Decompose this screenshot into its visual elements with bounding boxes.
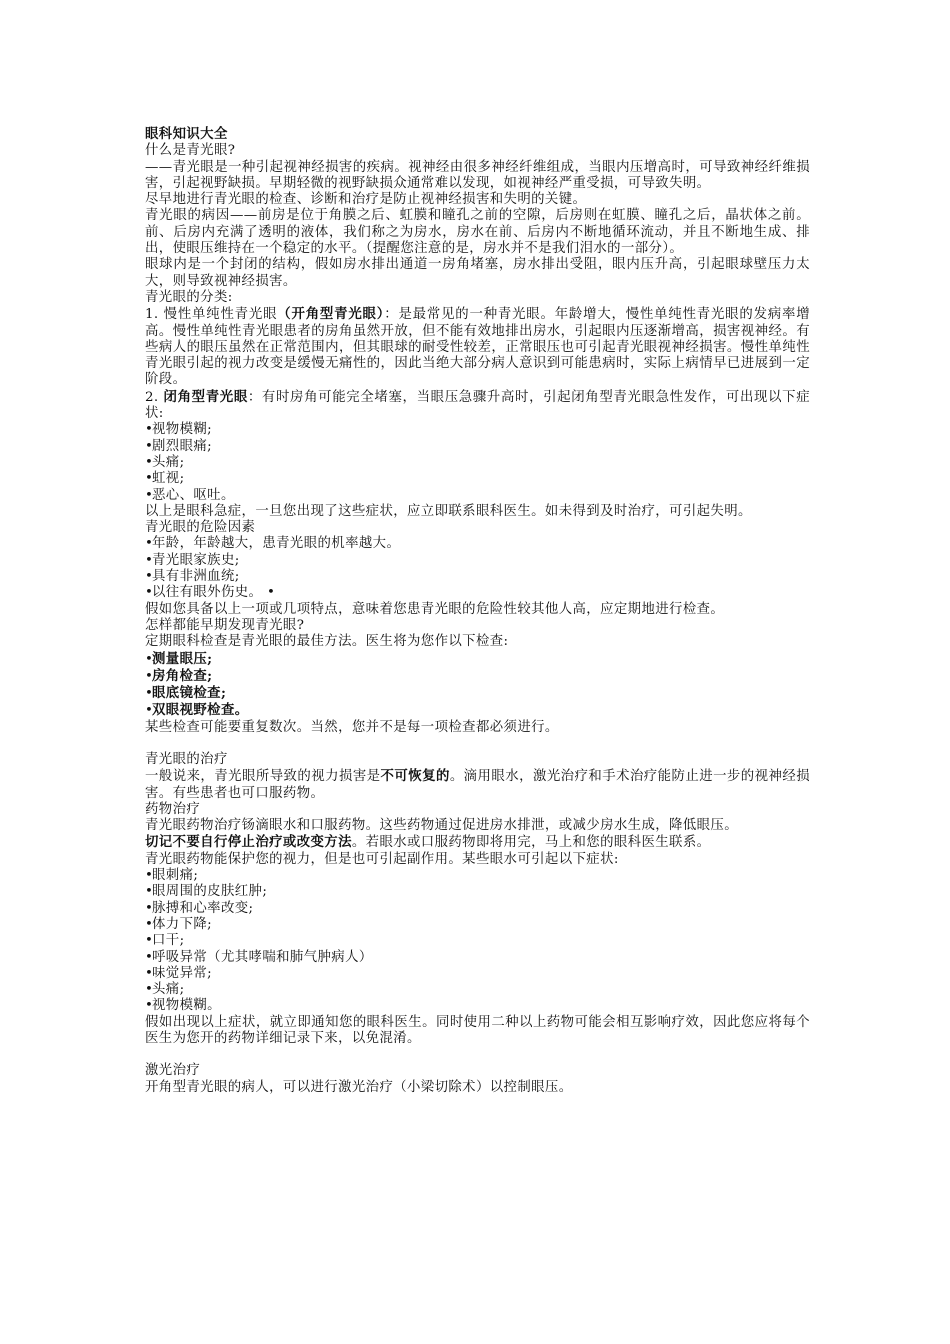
list-item: • 眼刺痛;	[145, 868, 810, 884]
paragraph-side-effects-intro: 青光眼药物能保护您的视力，但是也可引起副作用。某些眼水可引起以下症状:	[145, 851, 619, 867]
list-item: • 具有非洲血统;	[145, 569, 810, 585]
paragraph-treatment: 一般说来，青光眼所导致的视力损害是不可恢复的。滴用眼水，激光治疗和手术治疗能防止进一步的视神经损害。有些患者也可口服药物。	[145, 768, 810, 801]
list-item: • 青光眼家族史;	[145, 553, 810, 569]
paragraph-class-open-angle: 1. 慢性单纯性青光眼（开角型青光眼）：是最常见的一种青光眼。年龄增大，慢性单纯性青光眼的发病率增高。慢性单纯性青光眼患者的房角虽然开放，但不能有效地排出房水，引起眼内压逐渐增高，损害视神经。有些病人的眼压虽然在正常范围内，但其眼球的耐受性较差，正常眼压也可引起青光眼视神经损害。慢性单纯性青光眼引起的视力改变是缓慢无痛性的，因此当绝大部分病人意识到可能患病时，实际上病情早已进展到一定阶段。	[145, 306, 811, 388]
list-item: • 头痛;	[145, 455, 810, 471]
list-item: • 呼吸异常（尤其哮喘和肺气肿病人）	[145, 950, 810, 966]
paragraph-exams-intro: 定期眼科检查是青光眼的最佳方法。医生将为您作以下检查:	[145, 634, 509, 650]
paragraph-eyeball: 眼球内是一个封闭的结构，假如房水排出通道一房角堵塞，房水排出受阻，眼内压升高，引起眼球壁压力太大，则导致视神经损害。	[145, 257, 810, 289]
paragraph-risk-advice: 假如您具备以上一项或几项特点，意味着您患青光眼的危险性较其他人高，应定期地进行检查。	[145, 601, 725, 617]
spacer	[145, 1047, 810, 1063]
list-item: • 年龄，年龄越大，患青光眼的机率越大。	[145, 536, 810, 552]
heading-drug-treatment: 药物治疗	[145, 801, 201, 817]
list-item: • 脉搏和心率改变;	[145, 901, 810, 917]
list-item: • 剧烈眼痛;	[145, 439, 810, 455]
paragraph-cause: 青光眼的病因——前房是位于角膜之后、虹膜和瞳孔之前的空隙，后房则在虹膜、瞳孔之后，晶状体之前。前、后房内充满了透明的液体，我们称之为房水，房水在前、后房内不断地循环流动，并且不断地生成、排出，使眼压维持在一个稳定的水平。（提醒您注意的是，房水并不是我们泪水的一部分）。	[145, 208, 810, 257]
heading-treatment: 青光眼的治疗	[145, 751, 228, 767]
list-item: • 恶心、呕吐。	[145, 488, 810, 504]
list-item: • 以往有眼外伤史。 •	[145, 585, 810, 601]
list-item: • 房角检查;	[145, 668, 810, 685]
paragraph-emergency: 以上是眼科急症，一旦您出现了这些症状，应立即联系眼科医生。如未得到及时治疗，可引起失明。	[145, 503, 752, 519]
list-item: • 视物模糊。	[145, 998, 810, 1014]
paragraph-drug: 青光眼药物治疗钖滴眼水和口服药物。这些药物通过促进房水排泄，或减少房水生成，降低眼压。	[145, 818, 738, 834]
paragraph-early-check: 尽早地进行青光眼的检查、诊断和治疗是防止视神经损害和失明的关键。	[145, 192, 587, 208]
heading-classification: 青光眼的分类:	[145, 289, 233, 305]
paragraph-side-effects-advice: 假如出现以上症状，就立即通知您的眼科医生。同时使用二种以上药物可能会相互影响疗效，因此您应将每个医生为您开的药物详细记录下来，以免混淆。	[145, 1014, 810, 1047]
paragraph-class-closed-angle: 2. 闭角型青光眼：有时房角可能完全堵塞，当眼压急骤升高时，引起闭角型青光眼急性发作，可出现以下症状:	[145, 388, 811, 422]
list-item: • 味觉异常;	[145, 966, 810, 982]
list-item: • 测量眼压;	[145, 651, 810, 668]
list-item: • 体力下降;	[145, 917, 810, 933]
document-title: 眼科知识大全	[145, 126, 228, 142]
list-item: • 口干;	[145, 933, 810, 949]
list-item: • 眼底镜检查;	[145, 685, 810, 702]
list-item: • 视物模糊;	[145, 422, 810, 438]
heading-risk-factors: 青光眼的危险因素	[145, 520, 256, 536]
list-item: • 头痛;	[145, 982, 810, 998]
heading-laser-treatment: 激光治疗	[145, 1063, 201, 1079]
paragraph-warning: 切记不要自行停止治疗或改变方法。若眼水或口服药物即将用完，马上和您的眼科医生联系。	[145, 834, 711, 851]
spacer	[145, 736, 810, 752]
list-item: • 眼周围的皮肤红肿;	[145, 884, 810, 900]
list-item: • 虹视;	[145, 471, 810, 487]
paragraph-laser: 开角型青光眼的病人，可以进行激光治疗（小梁切除术）以控制眼压。	[145, 1079, 573, 1095]
paragraph-exams-note: 某些检查可能要重复数次。当然，您并不是每一项检查都必须进行。	[145, 719, 559, 735]
paragraph-definition: ——青光眼是一种引起视神经损害的疾病。视神经由很多神经纤维组成，当眼内压增高时，可导致神经纤维损害，引起视野缺损。早期轻微的视野缺损众通常难以发现，如视神经严重受损，可导致失明。	[145, 159, 810, 191]
question-what-is-glaucoma: 什么是青光眼?	[145, 143, 236, 159]
list-item: • 双眼视野检查。	[145, 702, 810, 719]
question-early-detection: 怎样都能早期发现青光眼?	[145, 617, 305, 633]
document-body	[145, 126, 810, 1096]
